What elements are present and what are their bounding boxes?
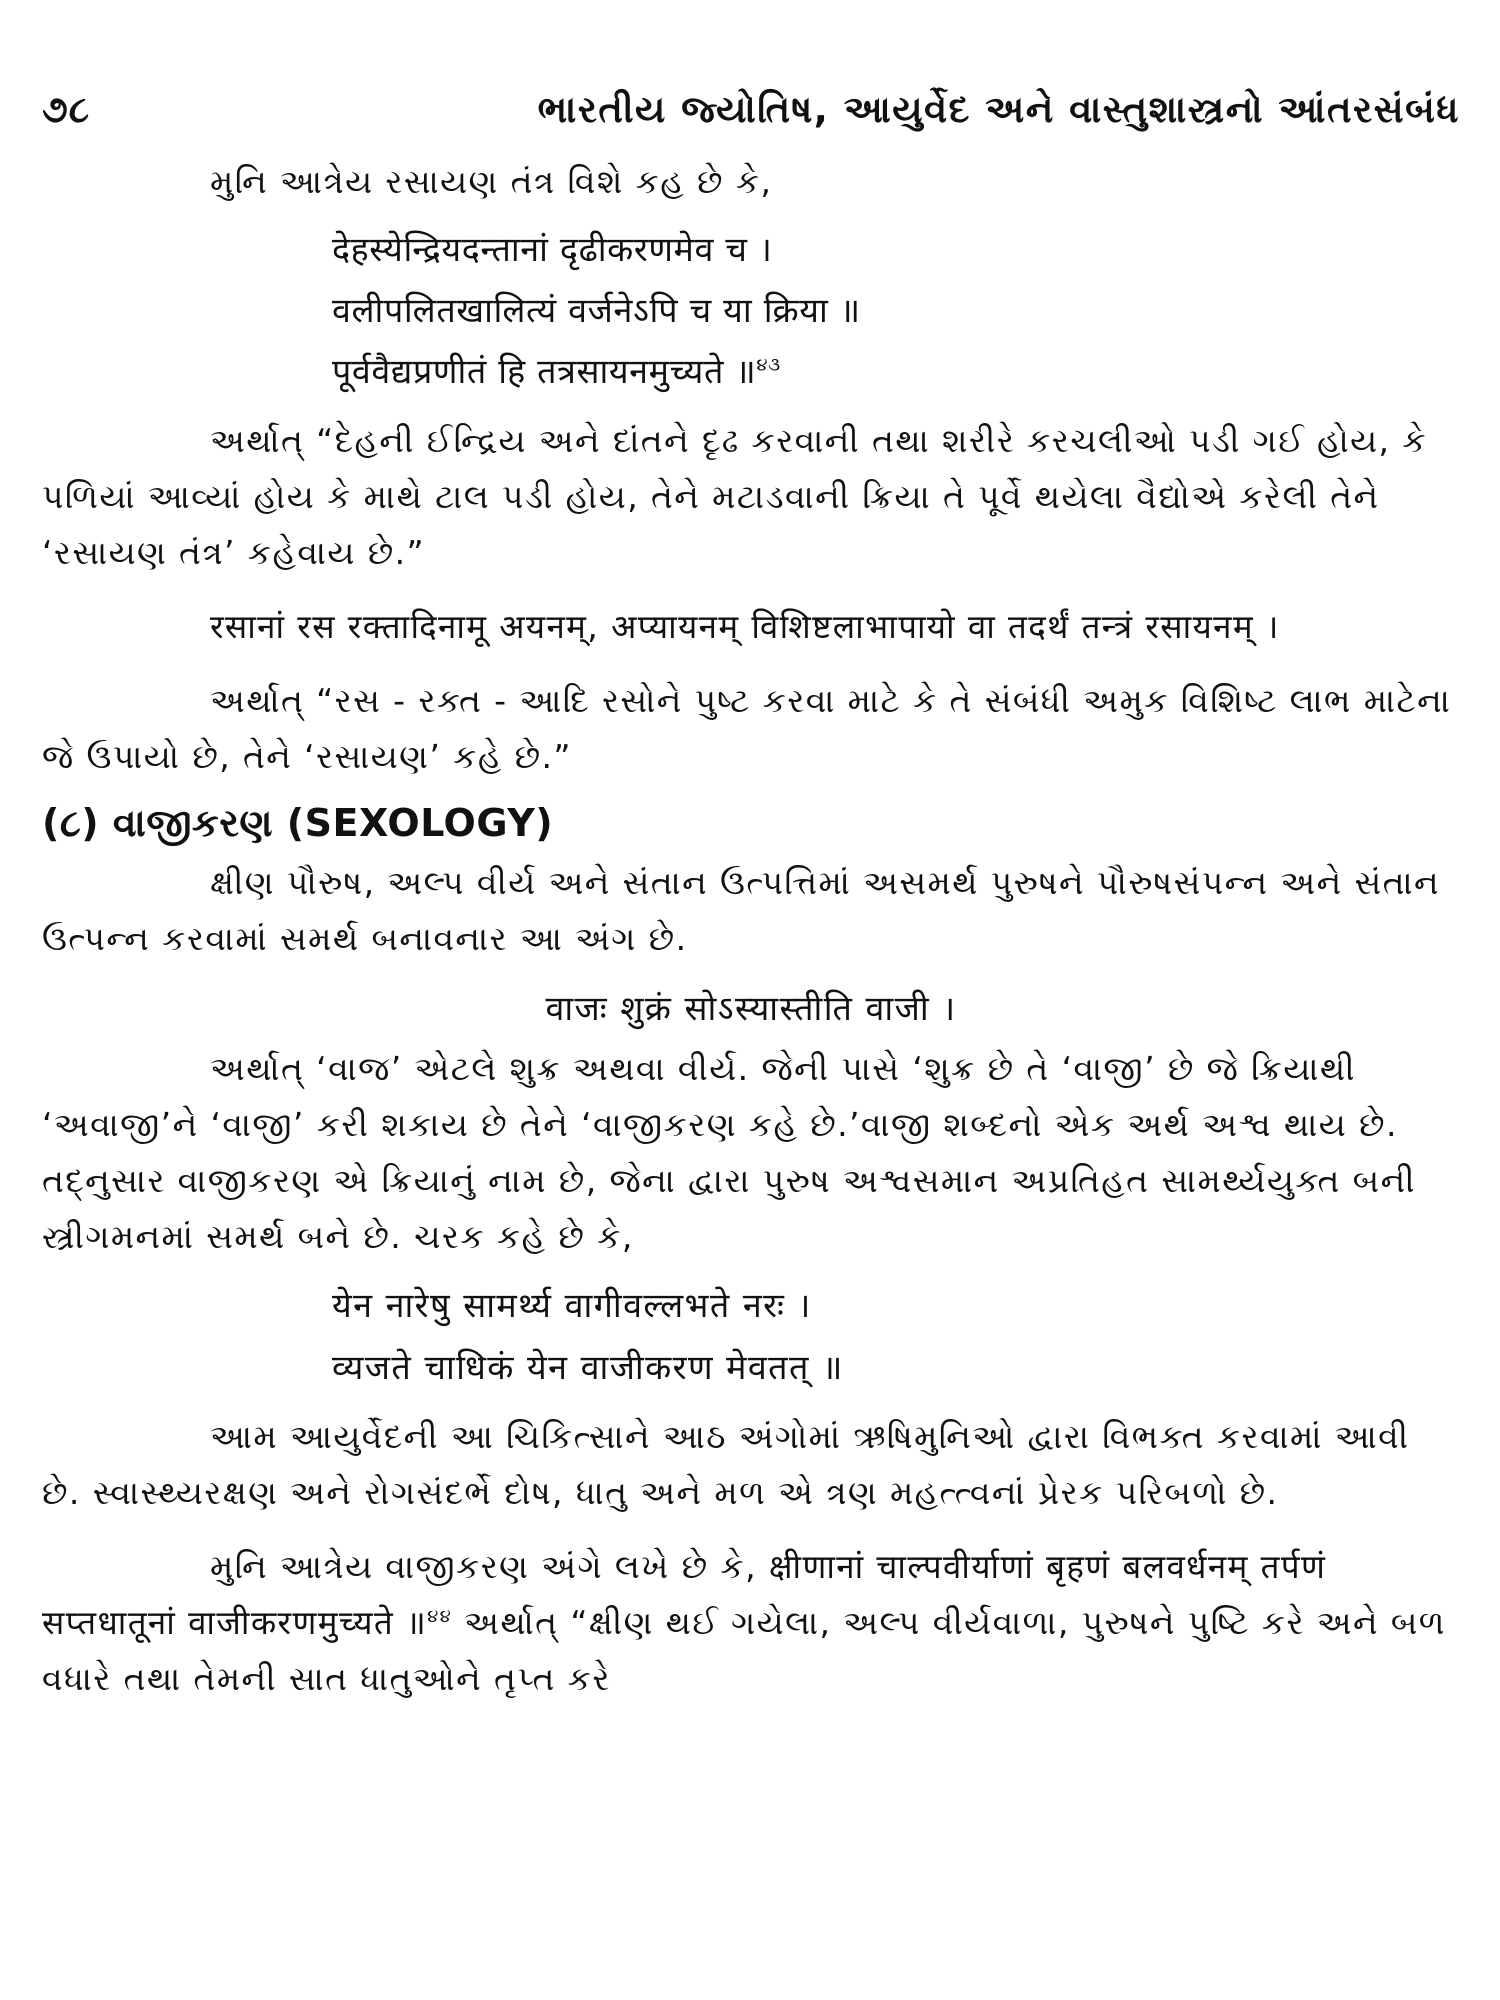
paragraph-6-part-a: મુનિ આત્રેય વાજીકરણ અંગે લખે છે કે, क्षीणानां चाल्पवीर्याणां बृहणं बलवर्धनम् तर्पणं सप्तधातूनां वाजीकरणमुच्यते ॥ <box>42 1547 1327 1642</box>
paragraph-4: અર્થાત્ ‘વાજ’ એટલે શુક્ર અથવા વીર્ય. જેની પાસે ‘શુક્ર છે તે ‘વાજી’ છે જે ક્રિયાથી ‘અવાજી’ને ‘વાજી’ કરી શકાય છે તેને ‘વાજીકરણ કહે છે.’વાજી શબ્દનો એક અર્થ અશ્વ થાય છે. તદ્નુસાર વાજીકરણ એ ક્રિયાનું નામ છે, જેના દ્વારા પુરુષ અશ્વસમાન અપ્રતિહત સામર્થ્યયુક્ત બની સ્ત્રીગમનમાં સમર્થ બને છે. ચરક કહે છે કે, <box>42 1049 1417 1256</box>
paragraph-6-part-b: અર્થાત્ “ક્ષીણ થઈ ગયેલા, અલ્પ વીર્યવાળા, પુરુષને પુષ્ટિ કરે અને બળ વધારે તથા તેમની સાત ધાતુઓને તૃપ્ત કરે <box>42 1603 1446 1698</box>
meaning-paragraph-2: અર્થાત્ “રસ - રક્ત - આદિ રસોને પુષ્ટ કરવા માટે કે તે સંબંધી અમુક વિશિષ્ટ લાભ માટેના જે ઉપાયો છે, તેને ‘રસાયણ’ કહે છે.” <box>42 681 1452 776</box>
verse-3-line-1: येन नारेषु सामर्थ्य वागीवल्लभते नरः । <box>332 1286 812 1326</box>
verse-1-line-1: देहस्येन्द्रियदन्तानां दृढीकरणमेव च । <box>332 230 773 270</box>
meaning-paragraph-1: અર્થાત્ “દેહની ઈન્દ્રિય અને દાંતને દૃઢ કરવાની તથા શરીરે કરચલીઓ પડી ગઈ હોય, કે પળિયાં આવ્યાં હોય કે માથે ટાલ પડી હોય, તેને મટાડવાની ક્રિયા તે પૂર્વે થયેલા વૈદ્યોએ કરેલી તેને ‘રસાયણ તંત્ર’ કહેવાય છે.” <box>42 421 1428 572</box>
paragraph-5: આમ આયુર્વેદની આ ચિકિત્સાને આઠ અંગોમાં ઋષિમુનિઓ દ્વારા વિભક્ત કરવામાં આવી છે. સ્વાસ્થ્યરક્ષણ અને રોગસંદર્ભે દોષ, ધાતુ અને મળ એ ત્રણ મહત્ત્વનાં પ્રેરક પરિબળો છે. <box>42 1417 1410 1512</box>
running-title: ભારતીય જ્યોતિષ, આયુર્વેદ અને વાસ્તુશાસ્ત્રનો આંતરસંબંધ <box>537 88 1460 131</box>
verse-3-line-2: व्यजते चाधिकं येन वाजीकरण मेवतत् ॥ <box>332 1348 844 1388</box>
verse-1-line-3 <box>332 342 1460 403</box>
footnote-ref-44: ૪૪ <box>427 1606 453 1627</box>
footnote-ref-43: ૪૩ <box>756 354 781 376</box>
verse-1-line-3-text: पूर्ववैद्यप्रणीतं हि तत्रसायनमुच्यते ॥ <box>332 352 757 392</box>
section-heading: (૮) વાજીકરણ (SEXOLOGY) <box>42 801 554 845</box>
intro-line: મુનિ આત્રેય રસાયણ તંત્ર વિશે કહ છે કે, <box>210 162 773 201</box>
page-number: ૭૮ <box>42 88 91 131</box>
verse-2: वाजः शुक्रं सोऽस्यास्तीति वाजी । <box>545 989 957 1029</box>
paragraph-3: ક્ષીણ પૌરુષ, અલ્પ વીર્ય અને સંતાન ઉત્પત્તિમાં અસમર્થ પુરુષને પૌરુષસંપન્ન અને સંતાન ઉત્પન્ન કરવામાં સમર્થ બનાવનાર આ અંગ છે. <box>42 863 1440 958</box>
paragraph-6 <box>42 1539 1460 1707</box>
running-header <box>42 88 1460 132</box>
verse-1-line-2: वलीपलितखालित्यं वर्जनेऽपि च या क्रिया ॥ <box>332 291 861 331</box>
sanskrit-paragraph-2: रसानां रस रक्तादिनामू अयनम्, अप्यायनम् विशिष्टलाभापायो वा तदर्थं तन्त्रं रसायनम् । <box>210 607 1280 646</box>
